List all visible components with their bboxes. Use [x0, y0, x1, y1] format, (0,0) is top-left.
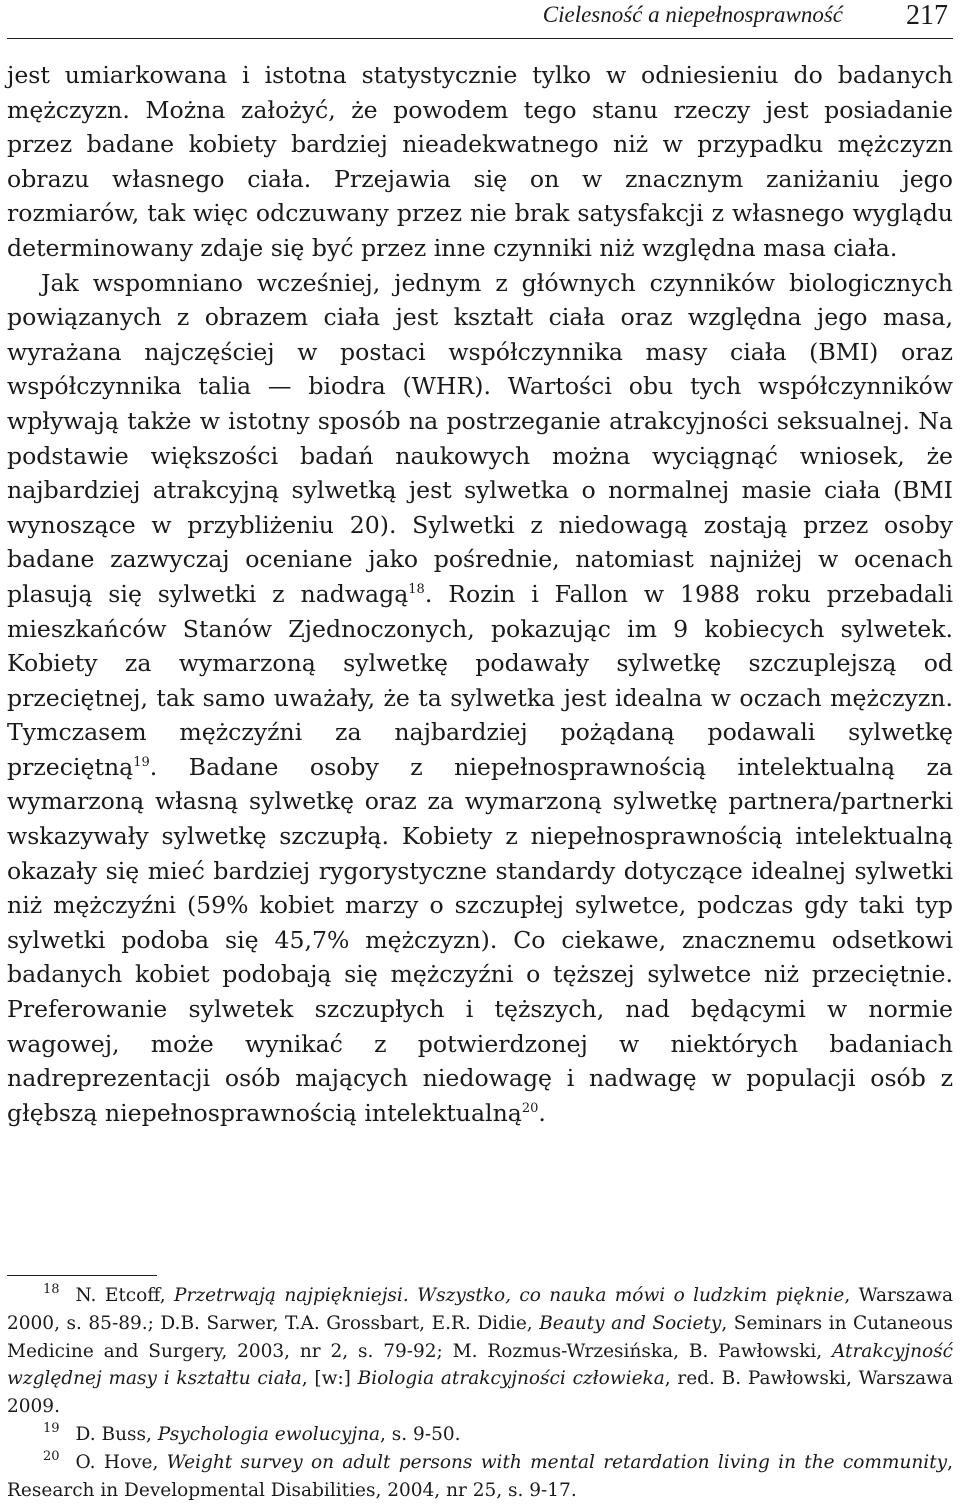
footnote-ref-19[interactable]: 19 [133, 754, 150, 770]
paragraph-2 [7, 266, 953, 1131]
footnote-text: D. Buss, [75, 1423, 158, 1445]
paragraph-1 [7, 58, 953, 266]
paragraph-2-text-c: . Badane osoby z niepełnosprawnością intelektualną za wymarzoną własną sylwetkę oraz za wymarzoną sylwetkę partnera/partnerki wskazywały sylwetkę szczupłą. Kobiety z niepełnosprawnością intelektualną okazały się mieć bardziej rygorystyczne standardy dotyczące idealnej sylwetki niż mężczyźni (59% kobiet marzy o szczupłej sylwetce, podczas gdy taki typ sylwetki podoba się 45,7% mężczyzn). Co ciekawe, znacznemu odsetkowi badanych kobiet podobają się mężczyźni o tęższej sylwetce niż przeciętnie. Preferowanie sylwetek szczupłych i tęższych, nad będącymi w normie wagowej, może wynikać z potwierdzonej w niektórych badaniach nadreprezentacji osób mających niedowagę i nadwagę w populacji osób z głębszą niepełnosprawnością intelektualną [7, 752, 953, 1127]
footnote-text: , s. 9-50. [380, 1423, 461, 1445]
footnote-text: N. Etcoff, [75, 1285, 175, 1306]
footnote-number: 19 [43, 1420, 60, 1436]
paragraph-2-text-b: . Rozin i Fallon w 1988 roku przebadali mieszkańców Stanów Zjednoczonych, pokazując im 9 kobiecych sylwetek. Kobiety za wymarzoną sylwetkę podawały sylwetkę szczuplejszą od przeciętnej, tak samo uważały, że ta sylwetka jest idealna w oczach mężczyzn. Tymczasem mężczyźni za najbardziej pożądaną podawali sylwetkę przeciętną [7, 579, 953, 781]
footnote-number: 20 [43, 1448, 60, 1464]
main-text [7, 58, 953, 1130]
footnote-title: Atrakcyjność względnej masy i kształtu ciała [7, 1340, 953, 1390]
paragraph-2-text-a: Jak wspomniano wcześniej, jednym z głównych czynników biologicznych powiązanych z obrazem ciała jest kształt ciała oraz względna jego masa, wyrażana najczęściej w postaci współczynnika masy ciała (BMI) oraz współczynnika talia — biodra (WHR). Wartości obu tych współczynników wpływają także w istotny sposób na postrzeganie atrakcyjności seksualnej. Na podstawie większości badań naukowych można wyciągnąć wniosek, że najbardziej atrakcyjną sylwetką jest sylwetka o normalnej masie ciała (BMI wynoszące w przybliżeniu 20). Sylwetki z niedowagą zostają przez osoby badane zazwyczaj oceniane jako pośrednie, natomiast najniżej w ocenach plasują się sylwetki z nadwagą [7, 268, 953, 608]
running-title: Cielesność a niepełnosprawność [542, 2, 843, 27]
footnote-ref-20[interactable]: 20 [521, 1100, 539, 1116]
footnote-number: 18 [43, 1282, 60, 1297]
footnote-divider [7, 1275, 157, 1276]
footnote-title: Beauty and Society [539, 1312, 722, 1334]
running-header [7, 0, 953, 39]
footnote-text: , Seminars in Cutaneous Medicine and Surgery, 2003, nr 2, s. 79-92; M. Rozmus-Wrzesińska, B. Pawłowski, [7, 1312, 953, 1362]
footnote-text: , Warszawa 2000, s. 85-89.; D.B. Sarwer, T.A. Grossbart, E.R. Didie, [7, 1285, 954, 1334]
footnotes-section [7, 1275, 953, 1504]
footnote-title: Psychologia ewolucyjna [157, 1423, 381, 1445]
footnote-ref-18[interactable]: 18 [408, 581, 425, 597]
page-number: 217 [906, 0, 948, 31]
footnote-title: Weight survey on adult persons with mental retardation living in the community [166, 1451, 948, 1473]
footnote-19 [7, 1421, 953, 1449]
footnote-text: , Research in Developmental Disabilities, 2004, nr 25, s. 9-17. [7, 1451, 953, 1501]
footnote-text: , [w:] [301, 1368, 358, 1390]
footnote-20 [7, 1449, 953, 1505]
footnote-title: Biologia atrakcyjności człowieka [357, 1368, 665, 1390]
footnote-text: , red. B. Pawłowski, Warszawa 2009. [7, 1368, 954, 1418]
footnote-title: Przetrwają najpiękniejsi. Wszystko, co nauka mówi o ludzkim pięknie [174, 1285, 845, 1306]
paragraph-2-text-d: . [538, 1098, 546, 1127]
paragraph-1-text: jest umiarkowana i istotna statystycznie tylko w odniesieniu do badanych mężczyzn. Można założyć, że powodem tego stanu rzeczy jest posiadanie przez badane kobiety bardziej nieadekwatnego niż w przypadku mężczyzn obrazu własnego ciała. Przejawia się on w znacznym zaniżaniu jego rozmiarów, tak więc odczuwany przez nie brak satysfakcji z własnego wyglądu determinowany zdaje się być przez inne czynniki niż względna masa ciała. [7, 61, 953, 262]
footnote-18 [7, 1282, 953, 1421]
footnote-text: O. Hove, [75, 1451, 167, 1473]
